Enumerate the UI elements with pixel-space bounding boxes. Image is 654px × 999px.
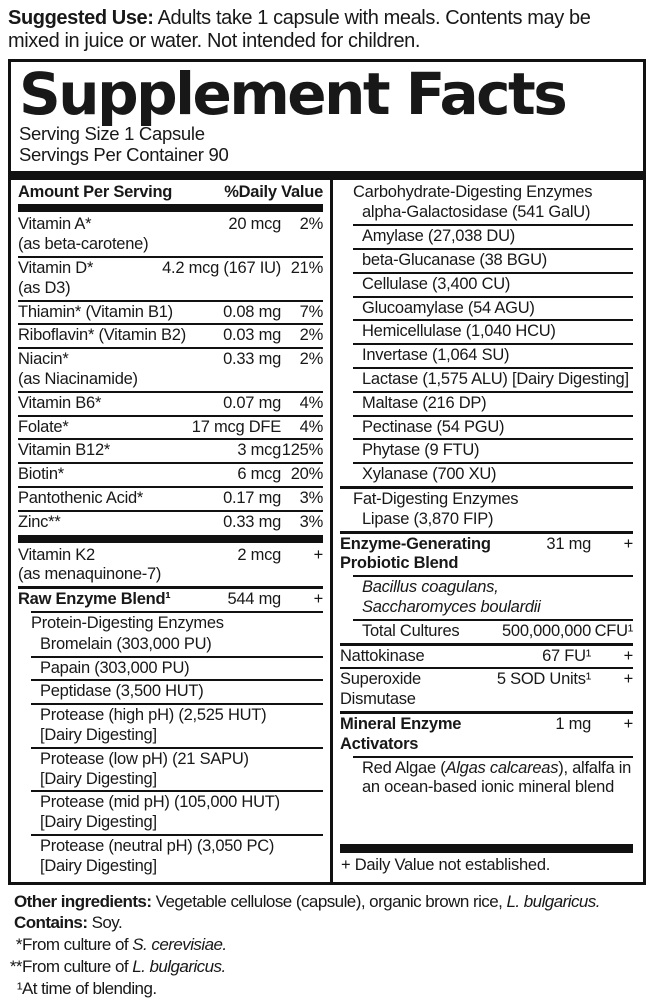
daily-value-header: %Daily Value [224, 182, 323, 201]
footnote-text [22, 956, 650, 978]
nutrient-row-riboflavin [18, 325, 323, 349]
enzyme-item: Lactase (1,575 ALU) [Dairy Digesting] [353, 369, 633, 393]
nutrient-form: (as menaquinone-7) [18, 565, 162, 584]
total-cultures-row [353, 621, 633, 643]
nutrient-amount: 20 mcg [228, 215, 281, 234]
nutrient-name: Nattokinase [340, 646, 425, 665]
enzyme-item-line2: [Dairy Digesting] [40, 856, 157, 875]
footnote-marker: ¹ [16, 978, 22, 998]
nutrient-row-niacin [18, 349, 323, 393]
footnote-marker: * [15, 935, 22, 955]
nutrient-dv: 3% [299, 512, 323, 531]
blend-amount: 1 mg [555, 715, 591, 734]
raw-enzyme-blend-row [18, 589, 323, 611]
suggested-use-label: Suggested Use: [8, 7, 154, 29]
enzyme-item: Glucoamylase (54 AGU) [353, 298, 633, 322]
contains-text: Soy. [87, 913, 123, 933]
nutrient-dv: 2% [299, 215, 323, 234]
nutrient-dv: 3% [299, 489, 323, 508]
nutrient-dv: 7% [299, 302, 323, 321]
contains-statement [0, 912, 650, 934]
nutrient-dv: + [623, 646, 633, 665]
nutrient-row-vitamin-b12 [18, 440, 323, 464]
footnote-text [22, 934, 650, 956]
bottom-divider-bar [340, 844, 633, 853]
enzyme-item: Lipase (3,870 FIP) [362, 509, 494, 528]
probiotic-species [353, 577, 633, 621]
nutrient-name-main: Vitamin K2 [18, 545, 95, 564]
desc-text: ), alfalfa in an ocean-based ionic mineral blend [362, 758, 632, 797]
footnote [0, 978, 650, 999]
species-line1: Bacillus coagulans, [362, 578, 499, 597]
enzyme-item-line1: Protease (mid pH) (105,000 HUT) [40, 793, 280, 812]
nutrient-amount: 0.08 mg [223, 302, 281, 321]
nutrient-name [18, 350, 219, 390]
nutrient-row-biotin [18, 464, 323, 488]
nutrient-amount: 67 FU¹ [542, 646, 591, 665]
panel-title: Supplement Facts [19, 59, 566, 128]
enzyme-item [31, 705, 323, 749]
nutrient-name-line2: Dismutase [340, 690, 416, 709]
nutrient-amount: 6 mcg [237, 465, 281, 484]
enzyme-item-line2: [Dairy Digesting] [40, 769, 157, 788]
total-cultures-unit: CFU¹ [594, 621, 633, 640]
nutrient-row-vitamin-k2 [18, 545, 323, 590]
group-header: Fat-Digesting Enzymes [353, 490, 519, 509]
nutrient-name [340, 670, 493, 710]
nutrient-form: (as D3) [18, 278, 71, 297]
blend-name-line1: Mineral Enzyme [340, 715, 462, 734]
nutrient-form: (as Niacinamide) [18, 370, 138, 389]
nutrient-dv: + [313, 545, 323, 564]
blend-dv: + [623, 715, 633, 734]
nutrient-row-vitamin-b6 [18, 393, 323, 417]
probiotic-species-group [353, 575, 633, 642]
nutrient-dv: 4% [299, 417, 323, 436]
enzyme-item: Maltase (216 DP) [353, 393, 633, 417]
enzyme-item: Bromelain (303,000 PU) [31, 634, 323, 658]
nutrient-name-main: Vitamin D* [18, 259, 94, 278]
footnote-text-italic: L. bulgaricus. [132, 956, 226, 976]
nutrient-amount: 0.03 mg [223, 326, 281, 345]
carb-enzymes-group [353, 182, 633, 486]
nutrient-amount: 5 SOD Units¹ [496, 670, 591, 689]
total-cultures-label: Total Cultures [362, 621, 460, 640]
enzyme-item: beta-Glucanase (38 BGU) [353, 250, 633, 274]
blend-dv: + [623, 534, 633, 553]
nutrient-dv: 125% [281, 441, 323, 460]
enzyme-item-line1: Protease (neutral pH) (3,050 PC) [40, 837, 275, 855]
nutrient-amount: 0.33 mg [223, 350, 281, 369]
group-header: Protein-Digesting Enzymes [31, 614, 224, 633]
superoxide-dismutase-row [340, 669, 633, 711]
nutrient-dv: 4% [299, 393, 323, 412]
footnote-text-main: From culture of [22, 956, 133, 976]
column-header-row [18, 182, 323, 204]
probiotic-blend-row [340, 531, 633, 576]
enzyme-item: Papain (303,000 PU) [31, 658, 323, 682]
enzyme-item [31, 749, 323, 793]
amount-per-serving-header: Amount Per Serving [18, 182, 173, 201]
nutrient-amount: 4.2 mcg (167 IU) [162, 259, 281, 278]
enzyme-item: Pectinase (54 PGU) [353, 417, 633, 441]
nutrient-row-vitamin-a [18, 214, 323, 258]
nutrient-name [18, 215, 224, 255]
nutrient-amount: 0.07 mg [223, 393, 281, 412]
top-divider-bar [11, 171, 643, 180]
nutrient-name: Vitamin B12* [18, 441, 111, 460]
enzyme-item: Peptidase (3,500 HUT) [31, 681, 323, 705]
daily-value-footnote: + Daily Value not established. [341, 855, 551, 874]
nutrient-dv: 2% [299, 326, 323, 345]
footer [0, 885, 654, 999]
enzyme-item: alpha-Galactosidase (541 GalU) [353, 202, 633, 226]
nutrient-name: Zinc** [18, 512, 61, 531]
enzyme-item: Phytase (9 FTU) [353, 440, 633, 464]
species-line2: Saccharomyces boulardii [362, 598, 541, 617]
suggested-use-text: Adults take 1 capsule with meals. Contents may be mixed in juice or water. Not intended for children. [8, 7, 591, 53]
enzyme-item-line1: Protease (high pH) (2,525 HUT) [40, 706, 267, 725]
servings-per-container: Servings Per Container 90 [19, 144, 229, 166]
blend-amount: 544 mg [227, 590, 281, 609]
nutrient-row-pantothenic-acid [18, 488, 323, 512]
nutrient-name: Biotin* [18, 465, 64, 484]
footnote-text [22, 978, 650, 999]
footnote [0, 934, 650, 956]
enzyme-item: Invertase (1,064 SU) [353, 345, 633, 369]
nutrient-name: Pantothenic Acid* [18, 489, 144, 508]
blend-name-line2: Activators [340, 734, 419, 753]
other-ingredients-text: Vegetable cellulose (capsule), organic brown rice, [151, 891, 507, 911]
header-divider-bar [18, 204, 323, 212]
nutrient-name [18, 546, 233, 586]
enzyme-item: Xylanase (700 XU) [362, 465, 497, 484]
nutrient-name: Thiamin* (Vitamin B1) [18, 302, 173, 321]
blend-amount: 31 mg [546, 534, 591, 553]
nutrient-name: Folate* [18, 417, 69, 436]
other-ingredients-species: L. bulgaricus. [506, 891, 600, 911]
nutrient-name: Vitamin B6* [18, 393, 102, 412]
blend-dv: + [313, 590, 323, 609]
other-ingredients [0, 891, 650, 913]
nutrient-name: Riboflavin* (Vitamin B2) [18, 326, 186, 345]
nutrient-form: (as beta-carotene) [18, 235, 149, 254]
nutrient-name [18, 259, 158, 299]
footnote-text-main: From culture of [22, 935, 133, 955]
suggested-use [0, 0, 600, 59]
nutrient-row-thiamin [18, 302, 323, 326]
nattokinase-row [340, 643, 633, 670]
footnote-marker: ** [9, 956, 22, 976]
nutrient-row-folate [18, 417, 323, 441]
nutrient-name-line1: Superoxide [340, 670, 421, 689]
mineral-activators-row [340, 711, 633, 756]
enzyme-item [31, 792, 323, 836]
nutrient-amount: 0.33 mg [223, 512, 281, 531]
blend-name-line1: Enzyme-Generating [340, 534, 491, 553]
mineral-activators-desc-group [353, 756, 633, 800]
contains-label: Contains: [14, 913, 88, 933]
nutrient-amount: 0.17 mg [223, 489, 281, 508]
nutrient-name-main: Vitamin A* [18, 215, 92, 234]
facts-columns [11, 180, 643, 882]
group-header: Carbohydrate-Digesting Enzymes [353, 182, 593, 201]
enzyme-item-line2: [Dairy Digesting] [40, 813, 157, 832]
nutrient-row-zinc [18, 512, 323, 534]
desc-text: Red Algae ( [362, 758, 446, 777]
enzyme-item-line1: Protease (low pH) (21 SAPU) [40, 749, 249, 768]
blend-name [340, 715, 551, 755]
serving-size: Serving Size 1 Capsule [19, 122, 205, 144]
enzyme-item: Cellulase (3,400 CU) [353, 274, 633, 298]
other-ingredients-label: Other ingredients: [14, 891, 152, 911]
desc-species: Algas calcareas [445, 758, 559, 777]
footnote-text-main: At time of blending. [22, 978, 157, 998]
fat-enzymes-group [340, 486, 633, 531]
section-divider-bar [18, 535, 323, 543]
enzyme-item [31, 836, 323, 878]
nutrient-row-vitamin-d [18, 258, 323, 302]
enzyme-item: Amylase (27,038 DU) [353, 226, 633, 250]
blend-name [340, 535, 542, 575]
mineral-activators-desc [353, 758, 633, 800]
footnote [0, 956, 650, 978]
right-column [333, 180, 640, 882]
enzyme-item-line2: [Dairy Digesting] [40, 726, 157, 745]
protein-enzymes-group [31, 611, 323, 878]
nutrient-amount: 3 mcg [237, 441, 281, 460]
nutrient-dv: 21% [290, 259, 323, 278]
nutrient-dv: 20% [290, 465, 323, 484]
footnote-text-italic: S. cerevisiae. [132, 935, 227, 955]
nutrient-name-main: Niacin* [18, 350, 69, 369]
enzyme-item: Hemicellulase (1,040 HCU) [353, 321, 633, 345]
nutrient-dv: + [623, 670, 633, 689]
supplement-facts-panel [8, 59, 646, 885]
nutrient-amount: 17 mcg DFE [191, 417, 281, 436]
nutrient-dv: 2% [299, 350, 323, 369]
blend-name: Raw Enzyme Blend¹ [18, 590, 171, 609]
blend-name-line2: Probiotic Blend [340, 554, 459, 573]
left-column [11, 180, 333, 882]
total-cultures-amount: 500,000,000 [501, 621, 591, 640]
nutrient-amount: 2 mcg [237, 545, 281, 564]
